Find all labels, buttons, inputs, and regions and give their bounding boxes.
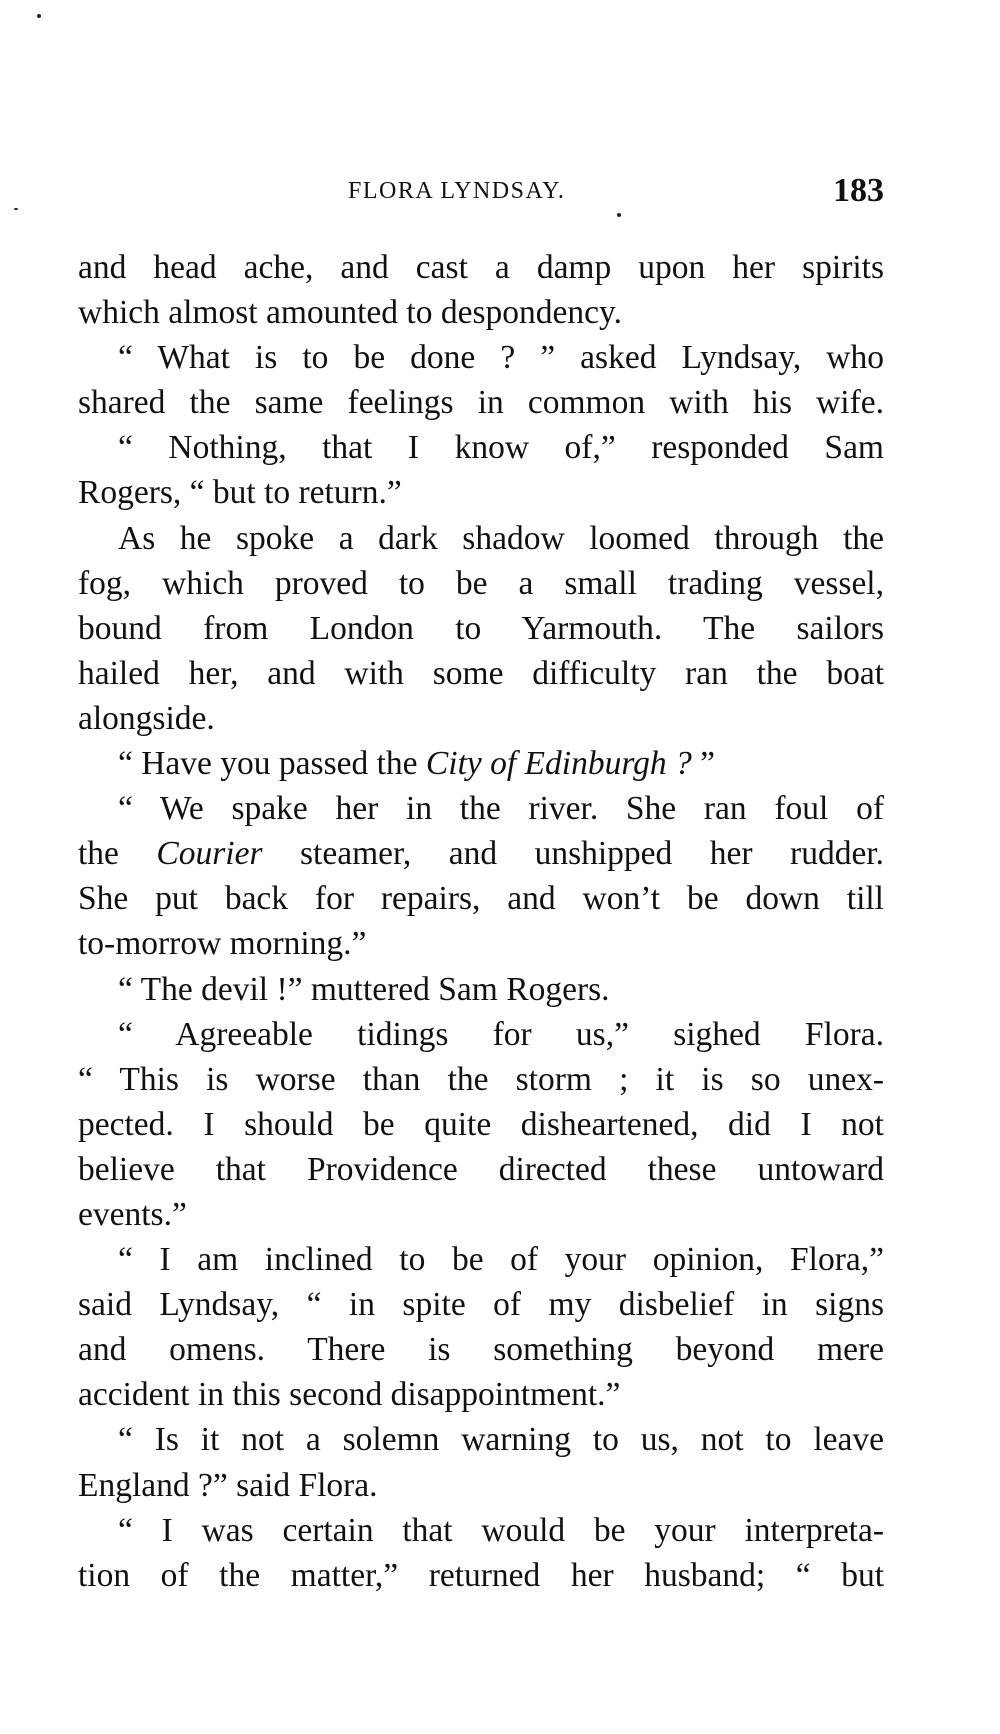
- text-line: and head ache, and cast a damp upon her spirits: [78, 249, 884, 286]
- text-line: alongside.: [78, 699, 215, 737]
- text-line: “ Is it not a solemn warning to us, not to leave: [118, 1421, 884, 1459]
- text-line: bound from London to Yarmouth. The sailors: [78, 609, 884, 647]
- text-line: “ This is worse than the storm ; it is so unex-: [78, 1060, 884, 1098]
- text-line: “ The devil !” muttered Sam Rogers.: [118, 970, 610, 1008]
- text-line: “ We spake her in the river. She ran foul of: [118, 790, 884, 828]
- text-segment: the: [78, 835, 157, 873]
- text-line: Rogers, “ but to return.”: [78, 474, 402, 512]
- text-line: She put back for repairs, and won’t be down till: [78, 880, 884, 918]
- text-line: [78, 741, 884, 786]
- page-number: 183: [833, 172, 884, 209]
- text-line: to-morrow morning.”: [78, 925, 367, 963]
- running-title: FLORA LYNDSAY.: [348, 178, 566, 204]
- text-line: hailed her, and with some difficulty ran the boat: [78, 654, 884, 692]
- text-line: shared the same feelings in common with his wife.: [78, 384, 884, 422]
- text-segment: “ Have you passed the: [118, 745, 426, 783]
- text-line: fog, which proved to be a small trading vessel,: [78, 564, 884, 602]
- text-line: and omens. There is something beyond mere: [78, 1331, 884, 1369]
- print-speck: [14, 208, 18, 210]
- text-line: which almost amounted to despondency.: [78, 294, 622, 332]
- print-speck: [37, 14, 41, 18]
- text-line: accident in this second disappointment.”: [78, 1376, 621, 1414]
- ship-name-italic: City of Edinburgh ?: [425, 745, 692, 783]
- page-header: [78, 172, 884, 222]
- body-text: [78, 245, 884, 1598]
- text-line: “ Nothing, that I know of,” responded Sam: [118, 429, 884, 467]
- text-line: “ I am inclined to be of your opinion, Flora,”: [118, 1241, 884, 1279]
- text-line: tion of the matter,” returned her husband; “ but: [78, 1556, 884, 1594]
- text-line: “ I was certain that would be your interpreta-: [118, 1511, 884, 1549]
- ship-name-italic: Courier: [156, 835, 263, 873]
- text-line: England ?” said Flora.: [78, 1466, 378, 1504]
- text-line: pected. I should be quite disheartened, did I not: [78, 1105, 884, 1143]
- text-line: believe that Providence directed these untoward: [78, 1150, 884, 1188]
- text-line: events.”: [78, 1195, 187, 1233]
- text-line: [78, 831, 884, 876]
- text-line: As he spoke a dark shadow loomed through the: [118, 519, 884, 557]
- text-line: “ Agreeable tidings for us,” sighed Flora.: [118, 1015, 884, 1053]
- text-segment: ”: [691, 745, 715, 783]
- text-segment: steamer, and unshipped her rudder.: [262, 835, 884, 873]
- text-line: “ What is to be done ? ” asked Lyndsay, who: [118, 339, 884, 377]
- text-line: said Lyndsay, “ in spite of my disbelief in signs: [78, 1286, 884, 1324]
